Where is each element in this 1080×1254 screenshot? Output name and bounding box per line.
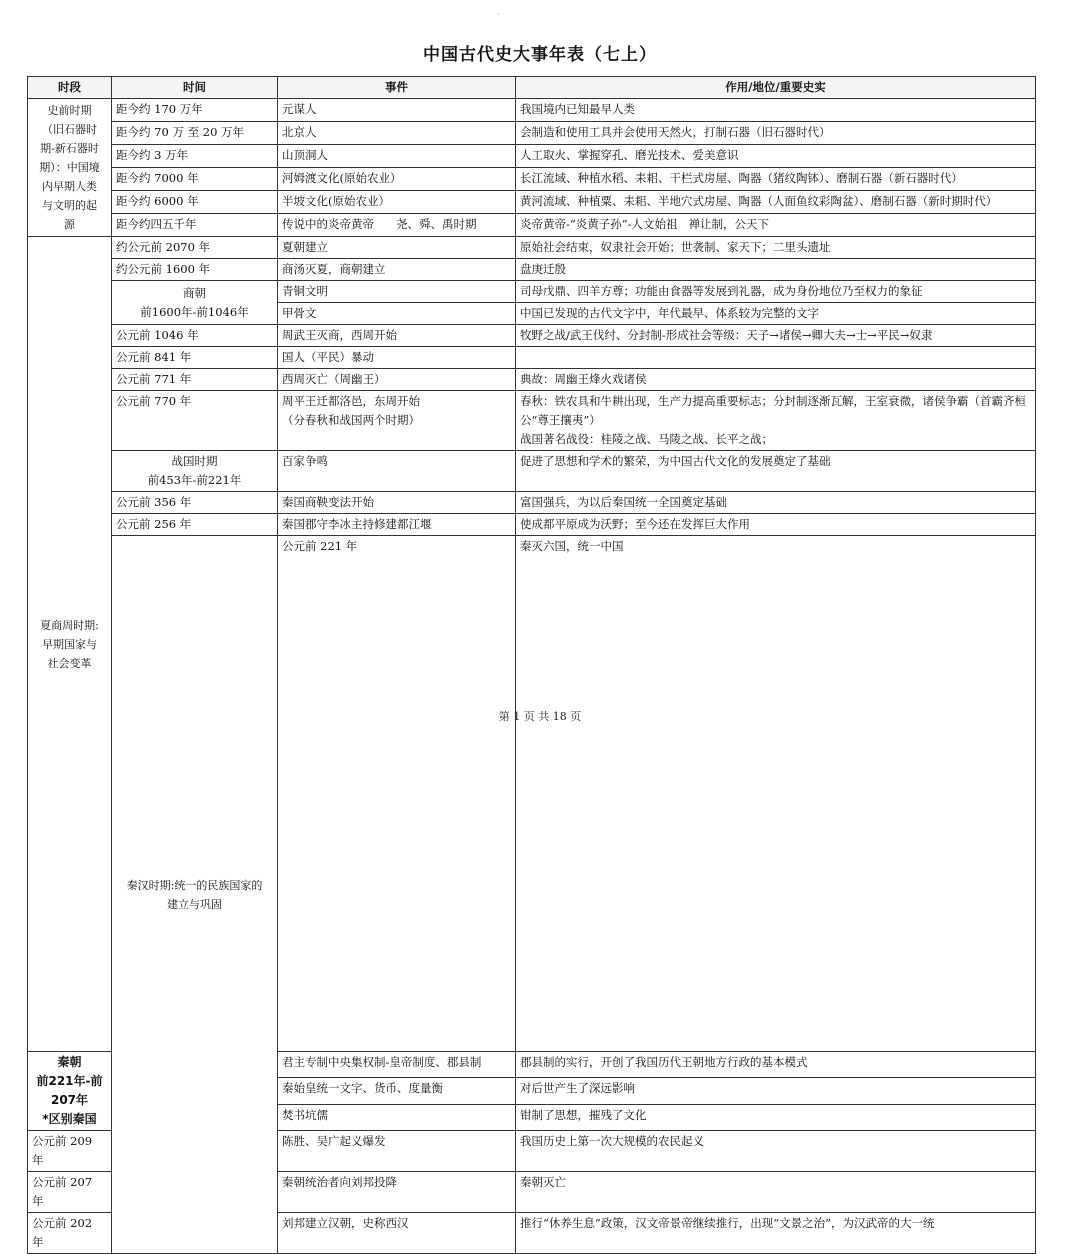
time-cell [112, 451, 278, 492]
event-text: 传说中的炎帝黄帝 [282, 217, 374, 231]
event-cell: 百家争鸣 [278, 451, 516, 492]
note-cell [516, 391, 1036, 451]
event-cell: 秦朝统治者向刘邦投降 [278, 1172, 516, 1213]
event-cell [278, 214, 516, 237]
event-cell: 秦国商鞅变法开始 [278, 492, 516, 514]
note-cell: 人工取火、掌握穿孔、磨光技术、爱美意识 [516, 145, 1036, 168]
table-row [28, 451, 1036, 492]
table-row [28, 259, 1036, 281]
table-row [28, 237, 1036, 259]
event-cell: 秦国郡守李冰主持修建都江堰 [278, 514, 516, 536]
note-text: 战国著名战役：桂陵之战、马陵之战、长平之战； [520, 432, 773, 446]
event-cell: 秦始皇统一文字、货币、度量衡 [278, 1078, 516, 1104]
time-cell: 公元前 202 年 [28, 1213, 112, 1254]
time-cell: 约公元前 2070 年 [112, 237, 278, 259]
note-cell: 郡县制的实行，开创了我国历代王朝地方行政的基本模式 [516, 1052, 1036, 1078]
note-cell: 对后世产生了深远影响 [516, 1078, 1036, 1104]
time-cell: 约公元前 1600 年 [112, 259, 278, 281]
header-row [28, 77, 1036, 99]
note-cell [516, 214, 1036, 237]
scan-mark: · [497, 10, 500, 19]
table-row [28, 145, 1036, 168]
note-cell: 中国已发现的古代文字中，年代最早、体系较为完整的文字 [516, 303, 1036, 325]
time-cell: 公元前 771 年 [112, 369, 278, 391]
event-cell: 河姆渡文化(原始农业） [278, 168, 516, 191]
note-cell [516, 347, 1036, 369]
period-cell: 夏商周时期:早期国家与社会变革 [28, 237, 112, 1052]
event-cell: 青铜文明 [278, 281, 516, 303]
event-cell: 西周灭亡（周幽王） [278, 369, 516, 391]
header-period: 时段 [28, 77, 112, 99]
event-text: （分春秋和战国两个时期） [282, 413, 420, 427]
table-row [28, 369, 1036, 391]
time-text: 秦朝 [57, 1055, 82, 1069]
page-footer: 第 1 页 共 18 页 [498, 710, 582, 723]
event-cell: 国人（平民）暴动 [278, 347, 516, 369]
time-cell: 距今约 170 万年 [112, 99, 278, 122]
time-cell: 距今约 3 万年 [112, 145, 278, 168]
time-cell: 公元前 1046 年 [112, 325, 278, 347]
period-cell: 秦汉时期:统一的民族国家的建立与巩固 [112, 536, 278, 1254]
time-cell: 公元前 207 年 [28, 1172, 112, 1213]
table-row [28, 347, 1036, 369]
note-cell: 促进了思想和学术的繁荣，为中国古代文化的发展奠定了基础 [516, 451, 1036, 492]
table-row [28, 514, 1036, 536]
note-cell: 钳制了思想，摧残了文化 [516, 1104, 1036, 1130]
event-cell: 北京人 [278, 122, 516, 145]
note-cell: 长江流域、种植水稻、耒耜、干栏式房屋、陶器（猪纹陶钵）、磨制石器（新石器时代） [516, 168, 1036, 191]
header-significance: 作用/地位/重要史实 [516, 77, 1036, 99]
note-cell: 我国历史上第一次大规模的农民起义 [516, 1131, 1036, 1172]
table-row [28, 191, 1036, 214]
event-cell: 夏朝建立 [278, 237, 516, 259]
table-row [28, 99, 1036, 122]
note-cell: 会制造和使用工具并会使用天然火，打制石器（旧石器时代） [516, 122, 1036, 145]
note-cell: 司母戊鼎、四羊方尊；功能由食器等发展到礼器，成为身份地位乃至权力的象征 [516, 281, 1036, 303]
event-cell [278, 391, 516, 451]
event-text: 周平王迁都洛邑，东周开始 [282, 394, 420, 408]
event-text: 尧、舜、禹时期 [396, 217, 477, 231]
time-cell: 公元前 209 年 [28, 1131, 112, 1172]
table-row [28, 168, 1036, 191]
time-cell: 公元前 221 年 [278, 536, 516, 1052]
table-row [28, 325, 1036, 347]
header-time: 时间 [112, 77, 278, 99]
event-cell: 秦灭六国，统一中国 [516, 536, 1036, 1052]
event-cell: 周武王灭商，西周开始 [278, 325, 516, 347]
event-cell: 商汤灭夏，商朝建立 [278, 259, 516, 281]
table-row [28, 214, 1036, 237]
chronology-table [27, 76, 1036, 1254]
note-cell: 秦朝灭亡 [516, 1172, 1036, 1213]
period-cell: 史前时期（旧石器时期-新石器时期）：中国境内早期人类与文明的起源 [28, 99, 112, 237]
header-event: 事件 [278, 77, 516, 99]
time-cell: 公元前 770 年 [112, 391, 278, 451]
table-row [28, 122, 1036, 145]
time-cell: 公元前 356 年 [112, 492, 278, 514]
event-cell: 君主专制中央集权制-皇帝制度、郡县制 [278, 1052, 516, 1078]
note-cell: 使成都平原成为沃野；至今还在发挥巨大作用 [516, 514, 1036, 536]
time-cell: 公元前 841 年 [112, 347, 278, 369]
table-row [28, 281, 1036, 303]
event-cell: 甲骨文 [278, 303, 516, 325]
note-cell: 黄河流域、种植粟、耒耜、半地穴式房屋、陶器（人面鱼纹彩陶盆）、磨制石器（新时期时代） [516, 191, 1036, 214]
time-remark: *区别秦国 [42, 1112, 97, 1126]
note-cell: 原始社会结束，奴隶社会开始；世袭制、家天下；二里头遗址 [516, 237, 1036, 259]
note-cell: 推行“休养生息”政策，汉文帝景帝继续推行，出现“文景之治”，为汉武帝的大一统 [516, 1213, 1036, 1254]
time-range: 前221年-前207年 [36, 1074, 103, 1107]
time-cell: 距今约 7000 年 [112, 168, 278, 191]
table-row [28, 391, 1036, 451]
time-range: 前453年-前221年 [147, 473, 242, 487]
time-cell: 公元前 256 年 [112, 514, 278, 536]
note-cell: 典故：周幽王烽火戏诸侯 [516, 369, 1036, 391]
note-cell: 盘庚迁殷 [516, 259, 1036, 281]
note-cell: 我国境内已知最早人类 [516, 99, 1036, 122]
event-cell: 陈胜、吴广起义爆发 [278, 1131, 516, 1172]
note-text: 春秋：铁农具和牛耕出现，生产力提高重要标志；分封制逐渐瓦解，王室衰微，诸侯争霸（首霸齐桓公“尊王攘夷”） [520, 394, 1026, 427]
event-cell: 焚书坑儒 [278, 1104, 516, 1130]
event-cell: 半坡文化(原始农业） [278, 191, 516, 214]
event-cell: 刘邦建立汉朝，史称西汉 [278, 1213, 516, 1254]
event-cell: 山顶洞人 [278, 145, 516, 168]
time-cell [112, 281, 278, 325]
time-cell: 距今约 6000 年 [112, 191, 278, 214]
time-range: 前1600年-前1046年 [140, 304, 249, 319]
table-row [28, 492, 1036, 514]
time-text: 商朝 [183, 285, 206, 300]
time-cell [28, 1052, 112, 1131]
note-text: 炎帝黄帝-“炎黄子孙”-人文始祖 [520, 217, 678, 231]
table-row [28, 536, 1036, 1052]
time-text: 战国时期 [171, 454, 218, 468]
time-cell: 距今约 70 万 至 20 万年 [112, 122, 278, 145]
event-cell: 元谋人 [278, 99, 516, 122]
note-cell: 富国强兵，为以后秦国统一全国奠定基础 [516, 492, 1036, 514]
time-cell: 距今约四五千年 [112, 214, 278, 237]
note-cell: 牧野之战/武王伐纣、分封制-形成社会等级：天子→诸侯→卿大夫→士→平民→奴隶 [516, 325, 1036, 347]
page-title: 中国古代史大事年表（七上） [423, 45, 657, 65]
note-text: 禅让制，公天下 [688, 217, 769, 231]
